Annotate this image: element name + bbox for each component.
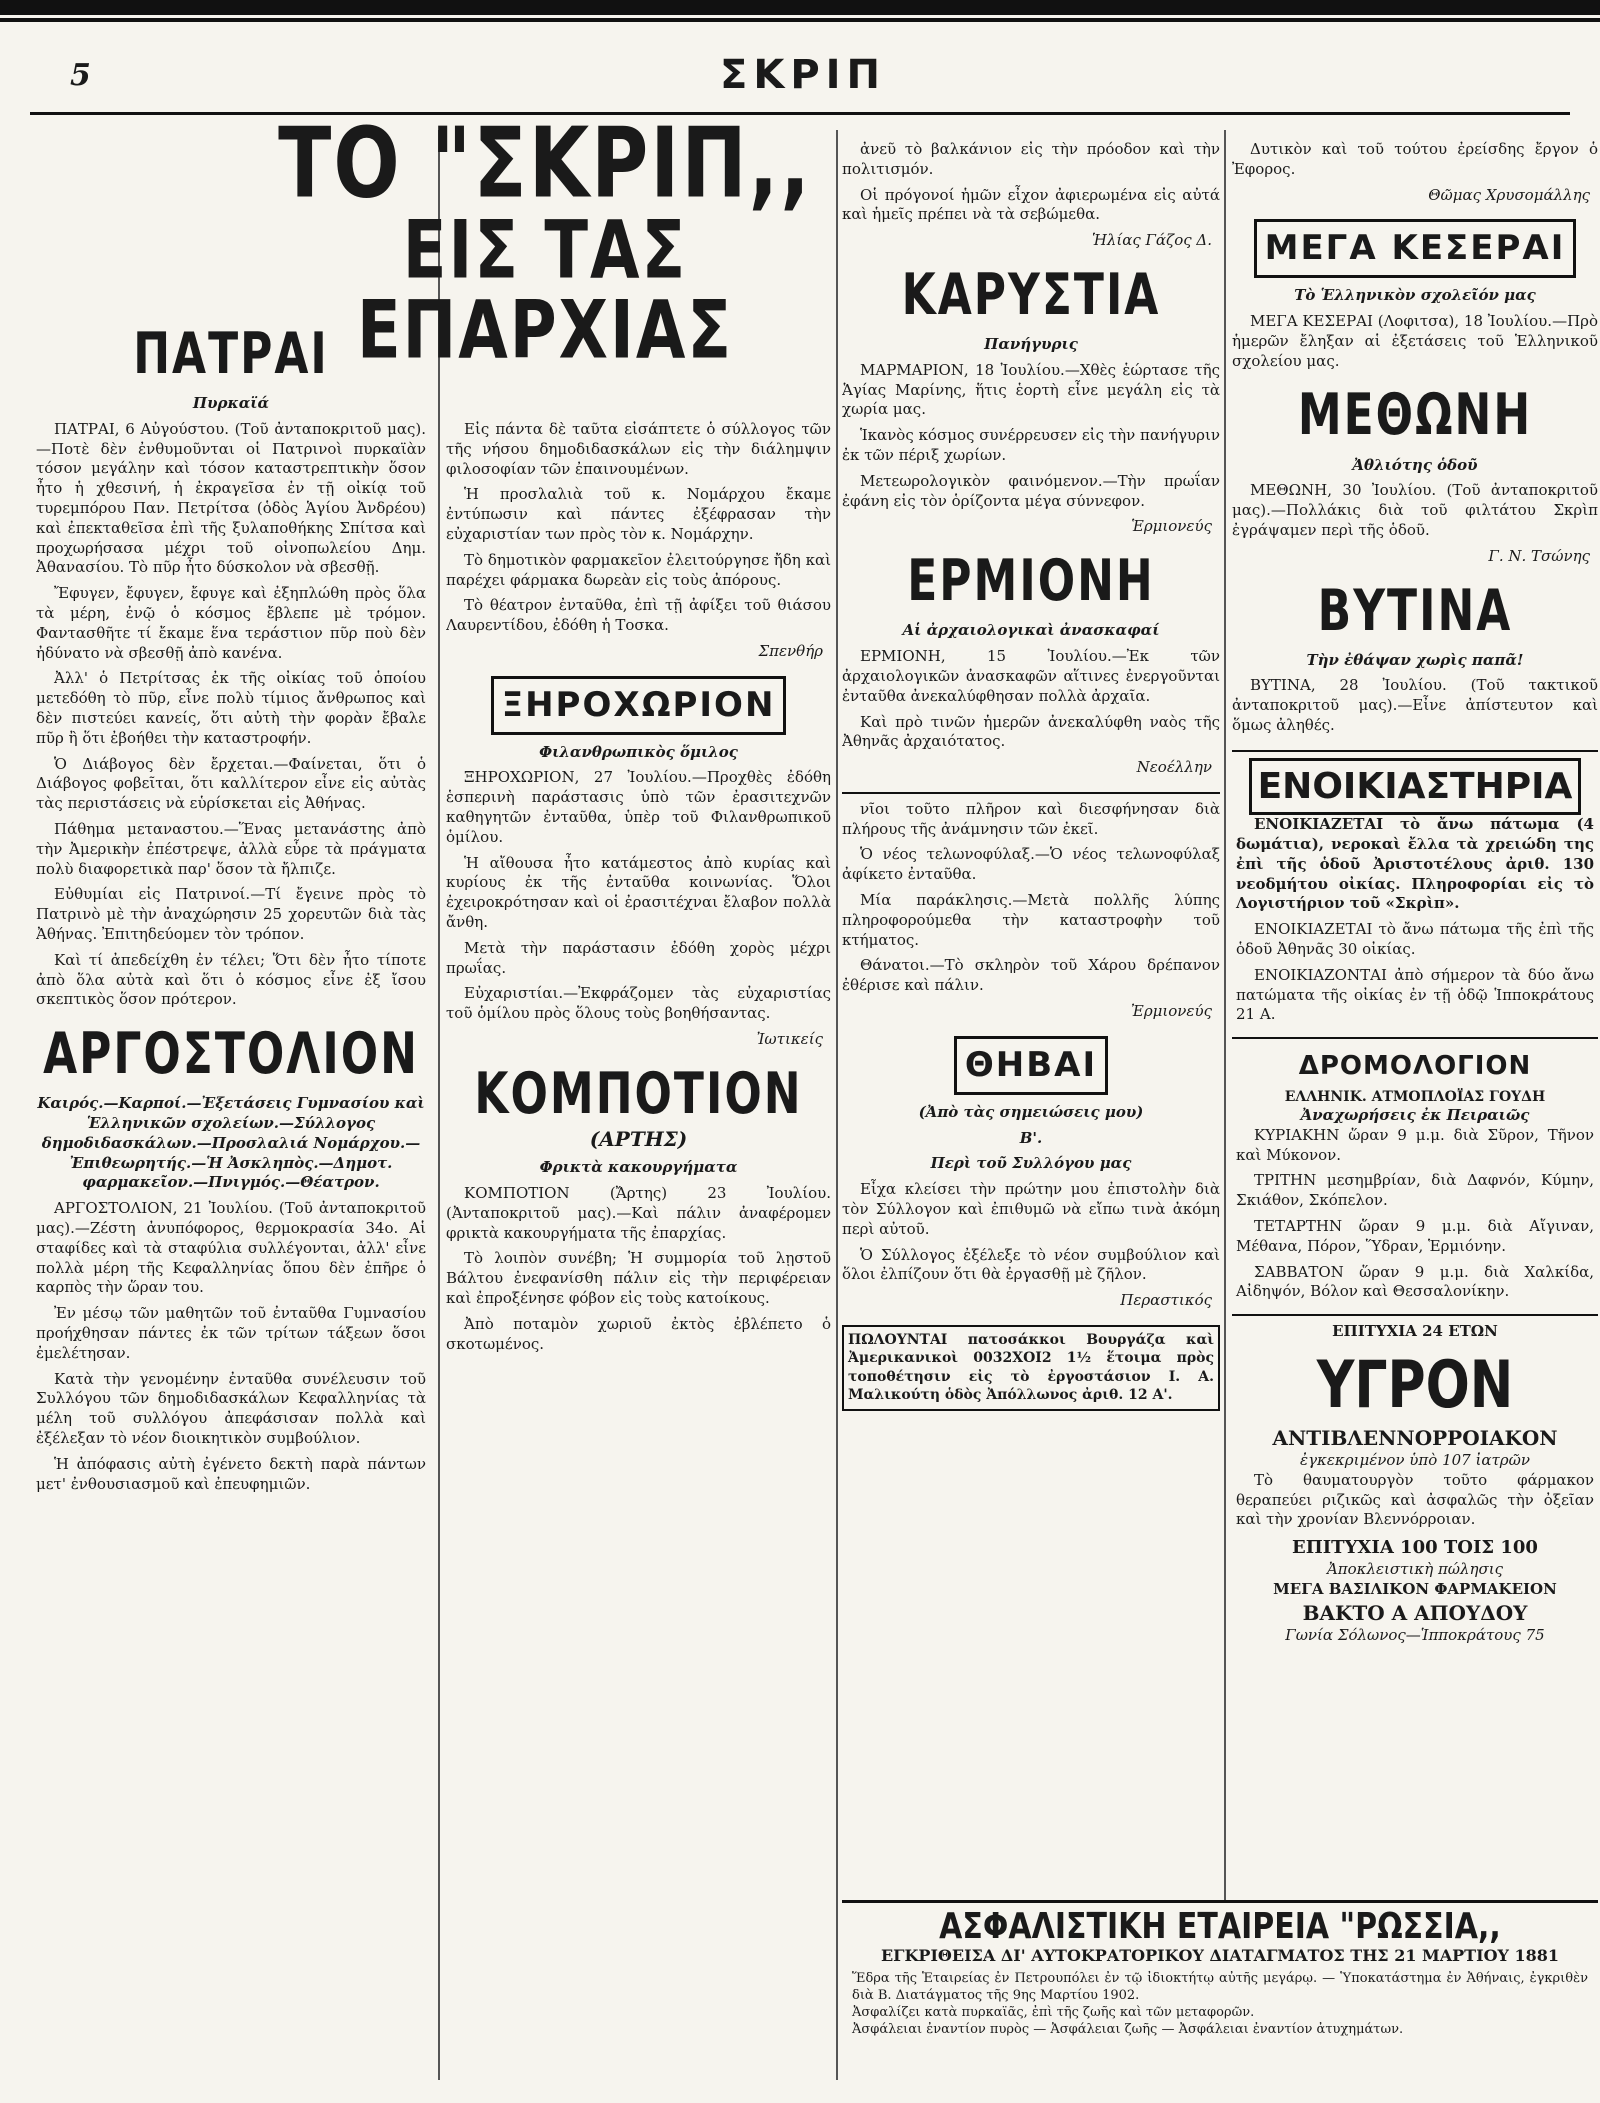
pharmacy-owner: ΒΑΚΤΟ Α ΑΠΟΥΔΟΥ [1302,1600,1528,1625]
insurance-ad [842,1900,1598,2093]
article-paragraph: Ἔφυγεν, ἔφυγεν, ἔφυγε καὶ ἐξηπλώθη πρὸς ὅλα τὰ μέρη, ἐνῷ ὁ κόσμος ἔβλεπε μὲ τρόμον. Φαντασθῆτε τί ἔκαμε ἕνα τεράστιον πῦρ ποὺ δὲν ἠδύνατο νὰ σβεσθῇ ἀπὸ κανένα. [36,584,426,662]
column-3 [842,140,1220,1890]
ad-paragraph: Τὸ θαυματουργὸν τοῦτο φάρμακον θεραπεύει ριζικῶς καὶ ἀσφαλῶς τὴν ὀξεῖαν καὶ τὴν χρονίαν Βλεννόρροιαν. [1236,1470,1594,1529]
article-paragraph: Ἐν μέσῳ τῶν μαθητῶν τοῦ ἐνταῦθα Γυμνασίου προήχθησαν πάντες ἐκ τῶν τρίτων τάξεων ὅσοι ἐμελέτησαν. [36,1304,426,1362]
insurance-paragraph: Ἕδρα τῆς Ἑταιρείας ἐν Πετρουπόλει ἐν τῷ ἰδιοκτήτῳ αὐτῆς μεγάρῳ. — Ὑποκατάστημα ἐν Ἀθήναις, ἐγκριθὲν διὰ Β. Διατάγματος τῆς 9ης Μαρτίου 1902. [852,1971,1588,2003]
schedule-ad [1232,1037,1598,1314]
main-headline [250,107,840,378]
byline: Νεοέλλην [1136,758,1212,777]
column-rule [1224,130,1226,1900]
column-rule [836,130,838,2080]
masthead [30,52,1570,115]
article-paragraph: ΕΡΜΙΟΝΗ, 15 Ἰουλίου.—Ἐκ τῶν ἀρχαιολογικῶν ἀνασκαφῶν αἵτινες ἐνεργοῦνται ἐνταῦθα ἀνεκαλύφθησαν πολλὰ ἀρχαῖα. [842,647,1220,705]
article-paragraph: Τὸ λοιπὸν συνέβη; Ἡ συμμορία τοῦ λῃστοῦ Βάλτου ἐνεφανίσθη πάλιν εἰς τὴν περιφέρειαν καὶ ἐπροξένησε φόβον εἰς τοὺς κατοίκους. [446,1249,831,1308]
signature: Ἡλίας Γάζος Δ. [1091,231,1212,250]
article-paragraph: ΜΑΡΜΑΡΙΟΝ, 18 Ἰουλίου.—Χθὲς ἑώρτασε τῆς Ἁγίας Μαρίνης, ἥτις ἑορτὴ εἶνε μεγάλη εἰς τὰ χωρία μας. [842,360,1220,419]
section-subtitle: Φρικτὰ κακουργήματα [539,1158,738,1177]
section-subtitle: Ἀθλιότης ὁδοῦ [1352,455,1478,474]
insurance-paragraph: Ἀσφαλίζει κατὰ πυρκαϊᾶς, ἐπὶ τῆς ζωῆς καὶ τῶν μεταφορῶν. [852,2004,1255,2020]
section-subtitle: Φιλανθρωπικὸς ὅμιλος [539,742,738,761]
top-border-strip [0,0,1600,22]
thebes-section [842,792,1220,1411]
section-subtitle: Περὶ τοῦ Συλλόγου μας [930,1154,1132,1173]
schedule-subtitle: ΕΛΛΗΝΙΚ. ΑΤΜΟΠΛΟΪΑΣ ΓΟΥΔΗ [1284,1088,1546,1105]
section-subtitle: Τὴν ἐθάψαν χωρὶς παπᾶ! [1306,650,1524,669]
section-title-methoni: ΜΕΘΩΝΗ [1297,382,1533,449]
section-title-ermioni: ΕΡΜΙΟΝΗ [907,548,1155,615]
section-subtitle: Τὸ Ἑλληνικὸν σχολεῖόν μας [1294,286,1536,305]
byline: Ἰωτικείς [756,1030,823,1048]
article-paragraph: Μετὰ τὴν παράστασιν ἐδόθη χορὸς μέχρι πρωΐας. [446,938,831,977]
article-paragraph: Καὶ τί ἀπεδείχθη ἐν τέλει; Ὅτι δὲν ἦτο τίποτε ἀπὸ ὅλα αὐτὰ καὶ ὅτι ὁ κόσμος εἶνε ἐξ ἴσου σκεπτικὸς ὅσον πρότερον. [36,950,426,1009]
column-4 [1232,140,1598,1890]
article-paragraph: Μία παράκλησις.—Μετὰ πολλῆς λύπης πληροφορούμεθα τὴν καταστροφὴν τοῦ κτήματος. [842,891,1220,949]
schedule-line: ΣΑΒΒΑΤΟΝ ὥραν 9 μ.μ. διὰ Χαλκίδα, Αἰδηψόν, Βόλον καὶ Θεσσαλονίκην. [1236,1262,1594,1301]
pharmacy-name: ΜΕΓΑ ΒΑΣΙΛΙΚΟΝ ΦΑΡΜΑΚΕΙΟΝ [1273,1579,1557,1598]
medicine-subtitle: ΑΝΤΙΒΛΕΝΝΟΡΡΟΙΑΚΟΝ [1272,1425,1558,1450]
section-subtitle: Β'. [1019,1128,1043,1147]
rentals-ad [1232,750,1598,1037]
article-paragraph: Κατὰ τὴν γενομένην ἐνταῦθα συνέλευσιν τοῦ Συλλόγου τῶν δημοδιδασκάλων Κεφαλληνίας τὰ μέλη τοῦ συλλόγου ἀπεφάσισαν πολλὰ καὶ ἐξέλεξαν τὸ νέον διοικητικὸν συμβούλιον. [36,1369,426,1448]
article-paragraph: Καὶ πρὸ τινῶν ἡμερῶν ἀνεκαλύφθη ναὸς τῆς Ἀθηνᾶς ἀρχαιότατος. [842,712,1220,751]
article-paragraph: νῖοι τοῦτο πλῆρον καὶ διεσφήνησαν διὰ πλήρους τῆς ἀνάμνησιν τῶν ἐκεῖ. [842,799,1220,838]
section-subtitle: (Ἀπὸ τὰς σημειώσεις μου) [918,1102,1144,1121]
article-paragraph: Εἰς πάντα δὲ ταῦτα εἰσάπτετε ὁ σύλλογος τῶν τῆς νήσου δημοδιδασκάλων εἰς τὴν διάλημψιν φιλοσοφίαν τῶν ἐπαινουμένων. [446,420,831,478]
article-paragraph: Εὐχαριστίαι.—Ἐκφράζομεν τὰς εὐχαριστίας τοῦ ὁμίλου πρὸς ὅλους τοὺς βοηθήσαντας. [446,984,831,1023]
article-paragraph: ΒΥΤΙΝΑ, 28 Ἰουλίου. (Τοῦ τακτικοῦ ἀνταποκριτοῦ μας).—Εἶνε ἀπίστευτον καὶ ὅμως ἀληθές. [1232,676,1598,734]
section-title-karystia: ΚΑΡΥΣΤΙΑ [901,262,1161,329]
insurance-paragraph: Ἀσφάλειαι ἐναντίον πυρὸς — Ἀσφάλειαι ζωῆς — Ἀσφάλειαι ἐναντίον ἀτυχημάτων. [852,2021,1404,2037]
schedule-title: ΔΡΟΜΟΛΟΓΙΟΝ [1298,1051,1532,1082]
section-subtitle: Πυρκαϊά [192,394,270,413]
section-title-argostolion: ΑΡΓΟΣΤΟΛΙΟΝ [43,1021,419,1088]
insurance-title: ΑΣΦΑΛΙΣΤΙΚΗ ΕΤΑΙΡΕΙΑ "ΡΩΣΣΙΑ,, [939,1905,1501,1948]
article-paragraph: Εὐθυμίαι εἰς Πατρινοί.—Τί ἔγεινε πρὸς τὸ Πατρινὸ μὲ τὴν ἀναχώρησιν 25 χορευτῶν διὰ τὰς Ἀθήνας. Ἐπιτηδεύομεν τὸν τρόπον. [36,885,426,943]
article-paragraph: Ὁ νέος τελωνοφύλαξ.—Ὁ νέος τελωνοφύλαξ ἀφίκετο ἐνταῦθα. [842,845,1220,884]
medicine-top: ΕΠΙΤΥΧΙΑ 24 ΕΤΩΝ [1332,1322,1498,1341]
section-title-patrai: ΠΑΤΡΑΙ [133,321,329,388]
article-paragraph: Θάνατοι.—Τὸ σκληρὸν τοῦ Χάρου δρέπανον ἐθέρισε καὶ πάλιν. [842,956,1220,995]
byline: Σπενθήρ [758,641,823,660]
article-paragraph: Μετεωρολογικὸν φαινόμενον.—Τὴν πρωΐαν ἐφάνη εἰς τὸν ὁρίζοντα μέγα σύννεφον. [842,471,1220,510]
section-title-thivai: ΘΗΒΑΙ [954,1036,1108,1095]
rentals-title: ΕΝΟΙΚΙΑΣΤΗΡΙΑ [1249,758,1582,816]
ad-paragraph: ΕΝΟΙΚΙΑΖΟΝΤΑΙ ἀπὸ σήμερον τὰ δύο ἄνω πατώματα τῆς οἰκίας ἐν τῇ ὁδῷ Ἱπποκράτους 21 Α. [1236,965,1594,1024]
column-rule [438,130,440,2080]
article-paragraph: Ἡ προσλαλιὰ τοῦ κ. Νομάρχου ἔκαμε ἐντύπωσιν καὶ πάντες ἐξέφρασαν τὴν εὐχαριστίαν των πρὸς τὸν κ. Νομάρχην. [446,485,831,543]
medicine-title: ΥΓΡΟΝ [1316,1348,1514,1424]
section-title-kompotion: ΚΟΜΠΟΤΙΟΝ [474,1060,803,1128]
article-paragraph: Ἡ ἀπόφασις αὐτὴ ἐγένετο δεκτὴ παρὰ πάντων μετ' ἐνθουσιασμοῦ καὶ ἐπευφημιῶν. [36,1454,426,1493]
article-paragraph: Τὸ δημοτικὸν φαρμακεῖον ἐλειτούργησε ἤδη καὶ παρέχει φάρμακα δωρεὰν εἰς τοὺς ἀπόρους. [446,550,831,589]
article-paragraph: Ἀπὸ ποταμὸν χωριοῦ ἐκτὸς ἐβλέπετο ὁ σκοτωμένος. [446,1314,831,1353]
article-paragraph: ἀνεῦ τὸ βαλκάνιον εἰς τὴν πρόοδον καὶ τὴν πολιτισμόν. [842,140,1220,178]
byline: Ἐρμιονεύς [1131,1002,1212,1021]
article-paragraph: Πάθημα μεταναστου.—Ἕνας μετανάστης ἀπὸ τὴν Ἀμερικὴν ἐπέστρεψε, ἀλλὰ εὗρε τὰ πράγματα πολὺ διαφορετικὰ παρ' ὅσον τὰ ἤλπιζε. [36,820,426,878]
medicine-success: ΕΠΙΤΥΧΙΑ 100 ΤΟΙΣ 100 [1292,1537,1538,1559]
byline: Περαστικός [1120,1291,1212,1310]
headline-line-2: ΕΙΣ ΤΑΣ ΕΠΑΡΧΙΑΣ [356,204,734,378]
article-paragraph: Ἱκανὸς κόσμος συνέρρευσεν εἰς τὴν πανήγυριν ἐκ τῶν πέριξ χωρίων. [842,426,1220,465]
medicine-ad [1232,1314,1598,1652]
schedule-line: ΤΕΤΑΡΤΗΝ ὥραν 9 μ.μ. διὰ Αἴγιναν, Μέθανα, Πόρον, Ὕδραν, Ἑρμιόνην. [1236,1217,1594,1255]
article-paragraph: Ἡ αἴθουσα ἦτο κατάμεστος ἀπὸ κυρίας καὶ κυρίους ἐκ τῆς ἐνταῦθα κοινωνίας. Ὅλοι ἐχειροκρότησαν καὶ οἱ ἐρασιτέχναι ἔλαβον πολλὰ ἄνθη. [446,853,831,932]
article-paragraph: ΚΟΜΠΟΤΙΟΝ (Ἄρτης) 23 Ἰουλίου. (Ἀνταποκριτοῦ μας).—Καὶ πάλιν ἀναφέρομεν φρικτὰ κακουργήματα τῆς ἐπαρχίας. [446,1184,831,1242]
signature: Θῶμας Χρυσομάλλης [1428,185,1590,204]
article-paragraph: Δυτικὸν καὶ τοῦ τούτου ἐρείσδης ἔργον ὁ Ἐφορος. [1232,140,1598,178]
schedule-line: ΤΡΙΤΗΝ μεσημβρίαν, διὰ Δαφνόν, Κύμην, Σκιάθον, Σκόπελον. [1236,1171,1594,1210]
pharmacy-address: Γωνία Σόλωνος—Ἱπποκράτους 75 [1285,1625,1545,1644]
page-number: 5 [70,58,91,93]
headline-line-1: ΤΟ "ΣΚΡΙΠ,, [278,107,812,221]
article-paragraph: Ἀλλ' ὁ Πετρίτσας ἐκ τῆς οἰκίας τοῦ ὁποίου μετεδόθη τὸ πῦρ, εἶνε πολὺ τίμιος ἄνθρωπος καὶ δὲν πιστεύει κανείς, ὅτι αὐτὴ τὴν φορὰν ἔβαλε πῦρ ἢ ὅτι ἐβοήθει τὴν καταστροφήν. [36,669,426,747]
schedule-heading: Ἀναχωρήσεις ἐκ Πειραιῶς [1300,1106,1530,1125]
ad-paragraph: ΕΝΟΙΚΙΑΖΕΤΑΙ τὸ ἄνω πάτωμα τῆς ἐπὶ τῆς ὁδοῦ Ἀθηνᾶς 30 οἰκίας. [1236,920,1594,959]
section-title-vytina: ΒΥΤΙΝΑ [1317,577,1513,645]
medicine-approval: ἐγκεκριμένον ὑπὸ 107 ἰατρῶν [1300,1451,1530,1470]
section-subtitle: Πανήγυρις [984,335,1078,354]
ad-paragraph: ΕΝΟΙΚΙΑΖΕΤΑΙ τὸ ἄνω πάτωμα (4 δωμάτια), νεροκαὶ ἔλλα τὰ χρειώδη της ἐπὶ τῆς ὁδοῦ Ἀριστοτέλους ἀριθ. 130 νεοδμήτου οἰκίας. Πληροφορίαι εἰς τὸ Λογιστήριον τοῦ «Σκρὶπ». [1236,815,1594,913]
section-subtitle: (ΑΡΤΗΣ) [589,1126,688,1151]
article-paragraph: Οἱ πρόγονοί ἡμῶν εἶχον ἀφιερωμένα εἰς αὐτά καὶ ἡμεῖς πρέπει νὰ τὰ σεβώμεθα. [842,185,1220,224]
column-2 [446,420,831,2080]
insurance-text [842,1965,1598,2045]
article-paragraph: Ὁ Σύλλογος ἐξέλεξε τὸ νέον συμβούλιον καὶ ὅλοι ἐλπίζουν ὅτι θὰ ἐργασθῇ μὲ ζῆλον. [842,1245,1220,1284]
article-paragraph: ΑΡΓΟΣΤΟΛΙΟΝ, 21 Ἰουλίου. (Τοῦ ἀνταποκριτοῦ μας).—Ζέστη ἀνυπόφορος, θερμοκρασία 34ο. Αἱ σταφίδες καὶ τὰ σταφύλια συλλέγονται, ἀλλ' εἶνε πολλὰ μέρη τῆς Κεφαλληνίας ὅπου δὲν ἐπῆρε ὁ καρπὸς τὴν ὥραν του. [36,1199,426,1297]
section-subtitle: Καιρός.—Καρποί.—Ἐξετάσεις Γυμνασίου καὶ Ἑλληνικῶν σχολείων.—Σύλλογος δημοδιδασκάλων.—Προσλαλιά Νομάρχου.—Ἐπιθεωρητής.—Ἡ Ἀσκληπὸς.—Δημοτ. φαρμακεῖον.—Πνιγμός.—Θέατρον. [37,1094,425,1192]
article-paragraph: Εἶχα κλείσει τὴν πρώτην μου ἐπιστολὴν διὰ τὸν Σύλλογον καὶ ἐπιθυμῶ νὰ εἴπω τινὰ ἀκόμη περὶ αὐτοῦ. [842,1180,1220,1238]
article-paragraph: ΜΕΓΑ ΚΕΣΕΡΑΙ (Λοφιτσα), 18 Ἰουλίου.—Πρὸ ἡμερῶν ἔληξαν αἱ ἐξετάσεις τοῦ Ἑλληνικοῦ σχολείου μας. [1232,312,1598,370]
article-paragraph: ΜΕΘΩΝΗ, 30 Ἰουλίου. (Τοῦ ἀνταποκριτοῦ μας).—Πολλάκις διὰ τοῦ φιλτάτου Σκρὶπ ἐγράψαμεν περὶ τῆς ὁδοῦ. [1232,481,1598,539]
classified-ad: ΠΩΛΟΥΝΤΑΙ πατοσάκκοι Βουργάζα καὶ Ἀμερικανικοὶ 0032ΧΟΙ2 1½ ἕτοιμα πρὸς τοποθέτησιν εἰς τὸ ἐργοστάσιον Ι. Α. Μαλικούτη ὁδὸς Ἀπόλλωνος ἀριθ. 12 Α'. [842,1325,1220,1411]
schedule-line: ΚΥΡΙΑΚΗΝ ὥραν 9 μ.μ. διὰ Σῦρον, Τῆνον καὶ Μύκονον. [1236,1125,1594,1164]
insurance-subtitle: ΕΓΚΡΙΘΕΙΣΑ ΔΙ' ΑΥΤΟΚΡΑΤΟΡΙΚΟΥ ΔΙΑΤΑΓΜΑΤΟΣ ΤΗΣ 21 ΜΑΡΤΙΟΥ 1881 [880,1946,1560,1965]
article-paragraph: Ὁ Διάβογος δὲν ἔρχεται.—Φαίνεται, ὅτι ὁ Διάβογος φοβεῖται, ὅτι καλλίτερον εἶνε εἰς αὐτὰς τὰς περιστάσεις νὰ εὑρίσκεται εἰς Ἀθήνας. [36,754,426,813]
newspaper-name: ΣΚΡΙΠ [720,52,886,98]
byline: Ἑρμιονεύς [1131,517,1212,536]
article-paragraph: Τὸ θέατρον ἐνταῦθα, ἐπὶ τῇ ἀφίξει τοῦ θιάσου Λαυρεντίδου, ἐδόθη ἡ Τοσκα. [446,596,831,635]
medicine-sale: Ἀποκλειστικὴ πώλησις [1326,1559,1504,1578]
column-1 [36,310,426,2080]
article-paragraph: ΞΗΡΟΧΩΡΙΟΝ, 27 Ἰουλίου.—Προχθὲς ἐδόθη ἑσπερινὴ παράστασις ὑπὸ τῶν ἐρασιτεχνῶν καθηγητῶν ἐνταῦθα, ὑπὲρ τοῦ Φιλανθρωπικοῦ ὁμίλου. [446,768,831,846]
article-paragraph: ΠΑΤΡΑΙ, 6 Αὐγούστου. (Τοῦ ἀνταποκριτοῦ μας).—Ποτὲ δὲν ἐνθυμοῦνται οἱ Πατρινοὶ πυρκαϊὰν τόσον μεγάλην καὶ τόσον καταστρεπτικὴν ὅσον ἦτο ἡ χθεσινή, ἡ ἐκραγεῖσα ἐν τῇ οἰκίᾳ τοῦ τυρεμπόρου Παν. Πετρίτσα (ὁδὸς Ἁγίου Ἀνδρέου) καὶ ἐπεκταθεῖσα ἐπὶ τῆς ξυλαποθήκης Σπίτσα καὶ προχωρήσασα μέχρι τοῦ οἰνοπωλείου Δημ. Ἀθανασίου. Τὸ πῦρ ἦτο δύσκολον νὰ σβεσθῇ. [36,419,426,577]
section-title-xirochorion: ΞΗΡΟΧΩΡΙΟΝ [491,676,787,735]
section-subtitle: Αἱ ἀρχαιολογικαὶ ἀνασκαφαί [902,621,1160,640]
section-title-mega-keserai: ΜΕΓΑ ΚΕΣΕΡΑΙ [1254,219,1577,278]
byline: Γ. Ν. Τσώνης [1488,546,1590,565]
